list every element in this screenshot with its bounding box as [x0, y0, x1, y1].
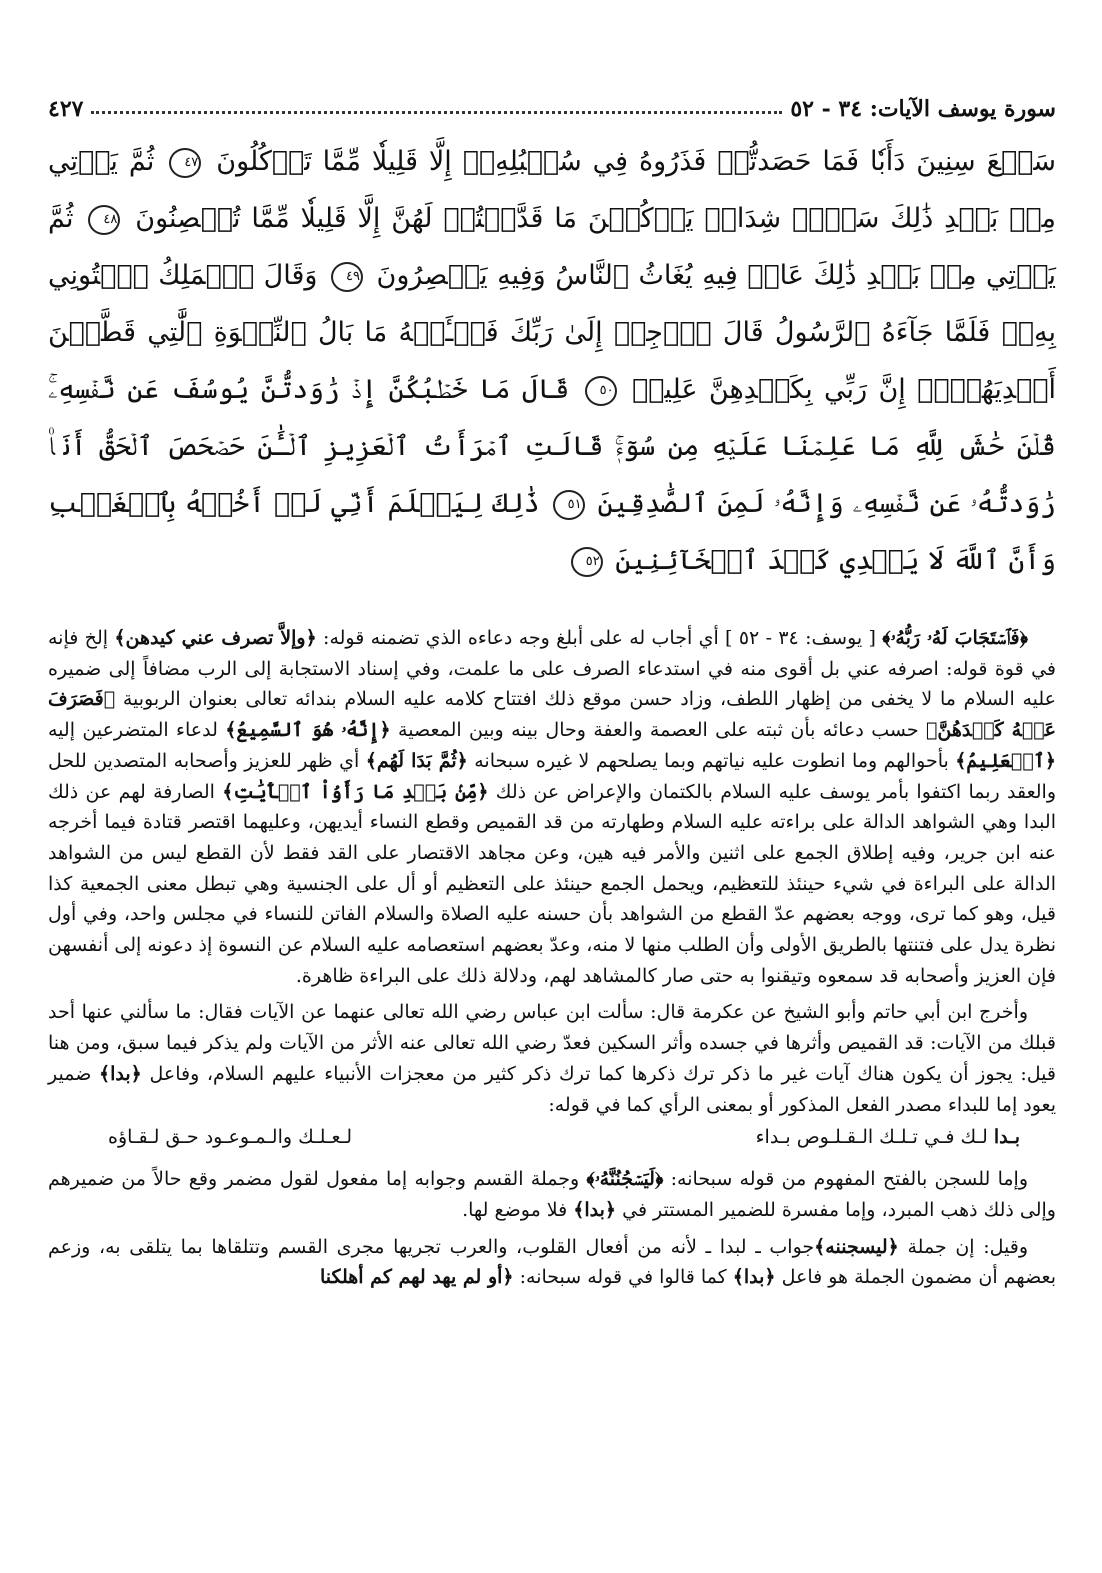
verse-number-marker: ٥٠ — [585, 376, 617, 406]
quoted-verse: ﴿أو لم يهد لهم كم أهلكنا — [319, 1266, 514, 1289]
commentary-text: حسب دعائه بأن ثبته على العصمة والعفة وحال بينه وبين المعصية — [390, 719, 926, 742]
quoted-verse: ﴿ثُمَّ بَدَا لَهُم﴾ — [365, 749, 468, 772]
commentary-text: لدعاء المتضرعين إليه — [48, 719, 226, 742]
commentary-paragraph-2 — [48, 997, 1056, 1120]
verse-number-marker: ٤٩ — [331, 262, 363, 292]
commentary-text: فلا موضع لها. — [462, 1198, 574, 1221]
verse-text: ذَٰلِكَ لِيَعۡلَمَ أَنِّي لَمۡ أَخُنۡهُ بِٱلۡغَيۡبِ وَأَنَّ ٱللَّهَ لَا يَهۡدِي كَيۡدَ ٱلۡخَآئِنِينَ — [48, 488, 1056, 576]
commentary-paragraph-4 — [48, 1232, 1056, 1293]
verse-number-marker: ٥١ — [553, 490, 585, 520]
commentary-block — [48, 623, 1056, 1293]
verse-text: وَقَالَ ٱلۡمَلِكُ ٱئۡتُونِي بِهِۦۖ فَلَمَّا جَآءَهُ ٱلرَّسُولُ قَالَ ٱرۡجِعۡ إِلَىٰ رَبِّكَ فَسۡـَٔلۡهُ مَا بَالُ ٱلنِّسۡوَةِ ٱلَّٰتِي قَطَّعۡنَ أَيۡدِيَهُنَّۚ إِنَّ رَبِّي بِكَيۡدِهِنَّ عَلِيمٞ — [48, 260, 1056, 405]
surah-title: سورة يوسف الآيات: ٣٤ - ٥٢ — [790, 96, 1056, 122]
commentary-text: جواب ـ لبدا ـ لأنه من أفعال القلوب، والعرب تجريها مجرى القسم وتتلقاها بما يتلقى به، وزعم بعضهم أن مضمون الجملة هو فاعل — [48, 1235, 1056, 1289]
verse-number-marker: ٥٢ — [571, 547, 603, 577]
quoted-verse: ﴿وإلاَّ تصرف عني كيدهن﴾ — [114, 627, 317, 649]
commentary-text: بأحوالهم وما انطوت عليه نياتهم وبما يصلحهم لا غيره سبحانه — [467, 749, 956, 772]
quoted-verse: ﴿بدا﴾ — [732, 1266, 776, 1289]
verse-number-marker: ٤٨ — [88, 205, 120, 235]
page-number: ٤٢٧ — [48, 96, 84, 122]
commentary-text: الصارفة لهم عن ذلك البدا وهي الشواهد الدالة على براءته عليه السلام وطهارته من قد القميص وقطع النساء أيديهن، وعليهما اقتصر قتادة فيما أخرجه عنه ابن جرير، وفيه إطلاق الجمع على اثنين والأمر فيه هين، وعن مجاهد الاقتصار على القد فقط لأن القطع ليس من الشواهد الدالة على البراءة في شيء حينئذ للتعظيم، ويحمل الجمع حينئذ على التعظيم أو أل على الجنسية وهي تبطل معنى الجمعية كذا قيل، وهو كما ترى، ووجه بعضهم عدّ القطع من الشواهد بأن حسنه عليه الصلاة والسلام الفاتن للنساء في مجلس واحد، وفي أول نظرة يدل على فتنتها بالطريق الأولى وأن الطلب منها لا منه، وعدّ بعضهم استعصامه عليه السلام عن النسوة إذ دعونه إلى أنفسهن فإن العزيز وأصحابه قد سمعوه وتيقنوا به حتى صار كالمشاهد لهم، ودلالة ذلك على البراءة ظاهرة. — [48, 780, 1056, 987]
quoted-verse: ﴿ليسجننه﴾ — [814, 1235, 899, 1258]
poem-hemistich-1 — [756, 1120, 1020, 1154]
poetry-verse — [48, 1120, 1056, 1154]
commentary-text: أي ظهر للعزيز وأصحابه المتصدين للحل والعقد ربما اكتفوا بأمر يوسف عليه السلام بالكتمان والإعراض عن ذلك — [48, 749, 1057, 803]
quoted-verse: ﴿بدا﴾ — [99, 1062, 142, 1085]
commentary-paragraph-3 — [48, 1164, 1056, 1225]
book-page — [48, 78, 1056, 1293]
poem-keyword: بـدا — [993, 1126, 1020, 1149]
commentary-text: ضمير يعود إما للبداء مصدر الفعل المذكور أو بمعنى الرأي كما في قوله: — [48, 1062, 1056, 1116]
quoted-verse: ﴿فَصَرَفَ عَنۡهُ كَيۡدَهُنَّ﴾ — [48, 688, 1056, 742]
verse-text: ثُمَّ يَأۡتِي مِنۢ بَعۡدِ ذَٰلِكَ سَبۡعٞ شِدَادٞ يَأۡكُلۡنَ مَا قَدَّمۡتُمۡ لَهُنَّ إِلَّا قَلِيلٗا مِّمَّا تُحۡصِنُونَ — [48, 146, 1056, 234]
quran-text-block — [48, 133, 1056, 589]
quoted-verse: ﴿بدا﴾ — [573, 1198, 617, 1221]
commentary-text: وجملة القسم وجوابه إما مفعول لقول مضمر وقع حالاً من ضميرهم وإلى ذلك ذهب المبرد، وإما مفسرة للضمير المستتر في — [48, 1168, 1056, 1221]
verse-number-marker: ٤٧ — [169, 148, 201, 178]
commentary-text: وأخرج ابن أبي حاتم وأبو الشيخ عن عكرمة قال: سألت ابن عباس رضي الله تعالى عنهما عن الآيات فقال: ما سألني عنها أحد قبلك من الآيات: قد القميص وأثرها في جسده وأثر السكين فعدّ رضي الله تعالى عنه الأثر من الآيات ولم يذكر فيما سبق، ومن هنا قيل: يجوز أن يكون هناك آيات غير ما ذكر ترك ذكرها كما ترك ذكر كثير من معجزات الأنبياء عليهم السلام، وفاعل — [48, 1001, 1056, 1085]
commentary-text: إلخ فإنه في قوة قوله: اصرفه عني بل أقوى منه في استدعاء الصرف على ما علمت، وفي إسناد الاستجابة إلى الرب مضافاً إلى ضميره عليه السلام ما لا يخفى من إظهار اللطف، وزاد حسن موقع ذلك افتتاح كلامه عليه السلام بندائه تعالى بعنوان الربوبية — [48, 627, 1056, 711]
quoted-verse: ﴿لَيَسۡجُنُنَّهُۥ﴾ — [586, 1168, 664, 1191]
section-spacer — [48, 589, 1056, 623]
poem-text: لـك فـي تـلـك الـقـلـوص بـداء — [755, 1126, 994, 1149]
commentary-text: كما قالوا في قوله سبحانه: — [513, 1266, 733, 1289]
quoted-verse: ﴿مِّنۢ بَعۡدِ مَا رَأَوُاْ ٱلۡأٓيَٰتِ﴾ — [222, 780, 489, 803]
running-header — [48, 78, 1056, 123]
quoted-verse: ﴿فَٱسۡتَجَابَ لَهُۥ رَبُّهُۥ﴾ — [882, 627, 1028, 649]
quoted-verse: ﴿إِنَّهُۥ هُوَ ٱلسَّمِيعُ﴾ — [225, 719, 391, 742]
verse-text: قَالَ مَا خَطۡبُكُنَّ إِذۡ رَٰوَدتُّنَّ يُوسُفَ عَن نَّفۡسِهِۦۚ قُلۡنَ حَٰشَ لِلَّهِ مَا عَلِمۡنَا عَلَيۡهِ مِن سُوٓءٖۚ قَالَتِ ٱمۡرَأَتُ ٱلۡعَزِيزِ ٱلۡـَٰٔنَ حَصۡحَصَ ٱلۡحَقُّ أَنَا۠ رَٰوَدتُّهُۥ عَن نَّفۡسِهِۦ وَإِنَّهُۥ لَمِنَ ٱلصَّٰدِقِينَ — [48, 374, 1056, 519]
commentary-text: وقيل: إن جملة — [898, 1235, 1028, 1258]
commentary-text: وإما للسجن بالفتح المفهوم من قوله سبحانه: — [663, 1168, 1028, 1191]
poem-hemistich-2: لـعـلـك والـمـوعـود حـق لـقـاؤه — [108, 1126, 353, 1149]
commentary-paragraph-1 — [48, 623, 1056, 991]
verse-text: سَبۡعَ سِنِينَ دَأَبٗا فَمَا حَصَدتُّمۡ فَذَرُوهُ فِي سُنۢبُلِهِۦٓ إِلَّا قَلِيلٗا مِّمَّا تَأۡكُلُونَ — [216, 146, 1056, 177]
header-dot-leader — [91, 111, 782, 114]
verse-text: ثُمَّ يَأۡتِي مِنۢ بَعۡدِ ذَٰلِكَ عَامٞ فِيهِ يُغَاثُ ٱلنَّاسُ وَفِيهِ يَعۡصِرُونَ — [48, 203, 1056, 291]
commentary-text: [ يوسف: ٣٤ - ٥٢ ] أي أجاب له على أبلغ وجه دعاءه الذي تضمنه قوله: — [316, 627, 883, 649]
quoted-verse: ﴿ٱلۡعَلِيمُ﴾ — [955, 749, 1056, 772]
